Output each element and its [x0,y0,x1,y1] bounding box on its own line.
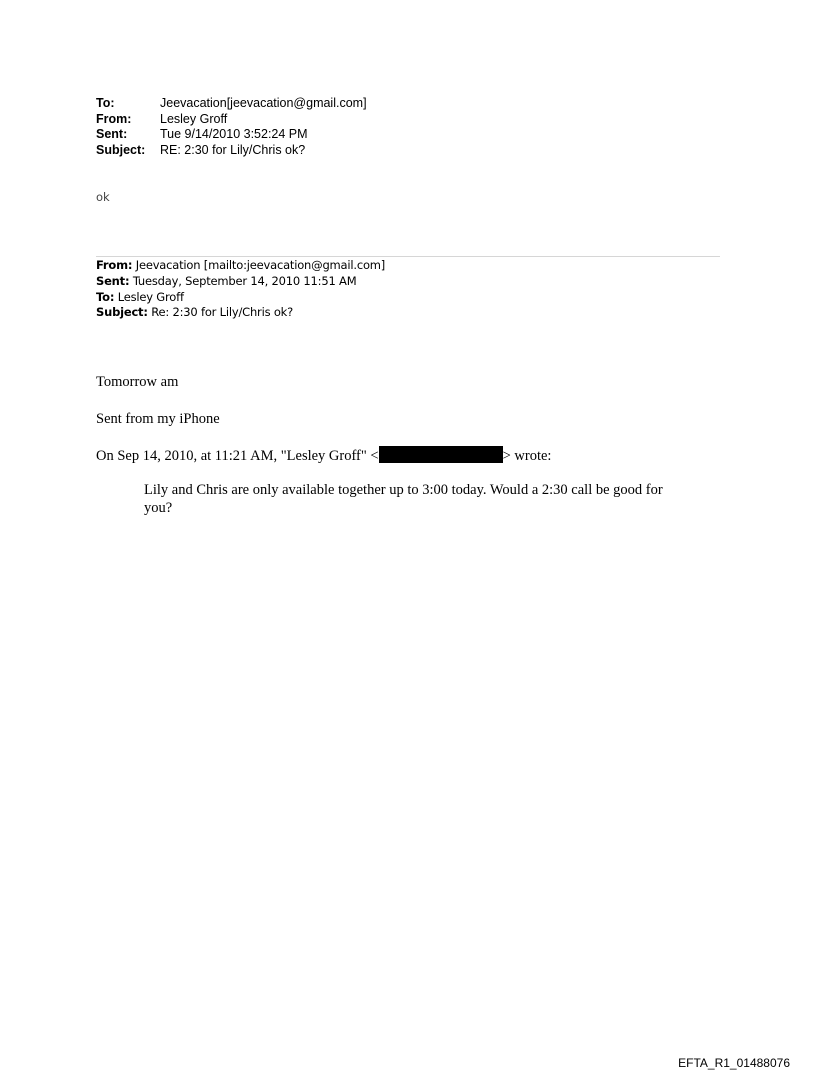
subject-value: RE: 2:30 for Lily/Chris ok? [160,142,306,157]
fwd-sent-row [96,274,385,290]
fwd-subject-value: Re: 2:30 for Lily/Chris ok? [151,305,294,320]
sent-label: Sent: [96,127,128,141]
fwd-subject-label: Subject: [96,305,148,320]
fwd-from-row [96,258,385,274]
fwd-to-label: To: [96,289,115,304]
quoted-message: Lily and Chris are only available together up to 3:00 today. Would a 2:30 call be good for you? [144,482,663,516]
to-value: Jeevacation[jeevacation@gmail.com] [160,96,367,110]
header-from-row [96,112,367,128]
sent-value: Tue 9/14/2010 3:52:24 PM [160,127,308,141]
from-value: Lesley Groff [160,111,228,126]
document-id: EFTA_R1_01488076 [678,1056,790,1070]
message-signature: Sent from my iPhone [96,411,220,427]
forwarded-header [96,258,385,321]
header-sent-row [96,127,367,143]
fwd-sent-value: Tuesday, September 14, 2010 11:51 AM [132,273,357,288]
fwd-from-value: Jeevacation [mailto:jeevacation@gmail.com] [135,258,386,272]
to-label: To: [96,96,115,110]
email-header [96,96,367,158]
attribution-prefix: On Sep 14, 2010, at 11:21 AM, "Lesley Groff" < [96,448,379,464]
fwd-subject-row [96,305,385,321]
redaction-box [379,446,503,463]
header-subject-row [96,143,367,159]
attribution-suffix: > wrote: [502,448,552,464]
message-line: Tomorrow am [96,374,179,390]
fwd-to-value: Lesley Groff [117,289,184,304]
fwd-from-label: From: [96,258,133,272]
subject-label: Subject: [96,142,146,157]
quote-attribution [96,446,551,465]
header-to-row [96,96,367,112]
fwd-to-row [96,290,385,306]
reply-body: ok [96,190,110,204]
divider [96,256,720,257]
fwd-sent-label: Sent: [96,273,130,288]
from-label: From: [96,111,132,126]
